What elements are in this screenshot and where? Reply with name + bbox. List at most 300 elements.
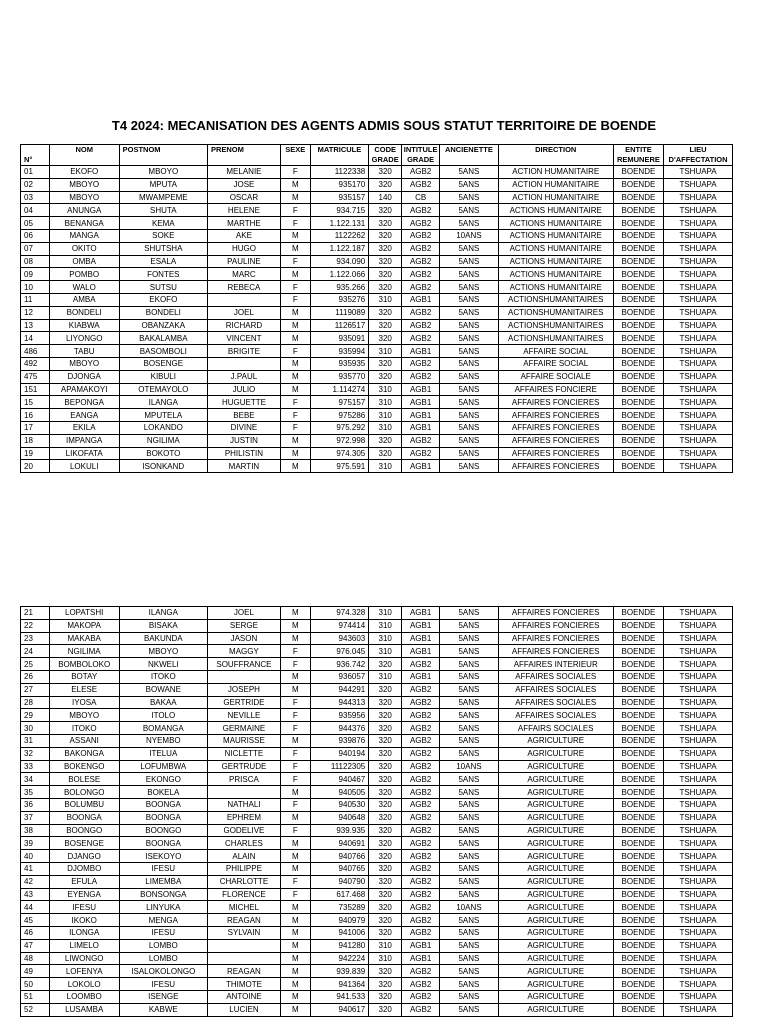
cell-anciennete: 5ANS — [440, 696, 499, 709]
cell-anciennete: 10ANS — [440, 901, 499, 914]
table-row — [21, 306, 733, 319]
cell-nom: APAMAKOYI — [49, 383, 119, 396]
cell-matricule: 935091 — [310, 332, 369, 345]
cell-intitule-grade: AGB2 — [402, 332, 440, 345]
cell-matricule: 935157 — [310, 191, 369, 204]
cell-nom: EKOFO — [49, 166, 119, 179]
document-title: T4 2024: MECANISATION DES AGENTS ADMIS SOUS STATUT TERRITOIRE DE BOENDE — [111, 118, 657, 133]
cell-anciennete: 5ANS — [440, 345, 499, 358]
cell-postnom: NGILIMA — [119, 434, 207, 447]
cell-anciennete: 5ANS — [440, 965, 499, 978]
cell-matricule: 934.090 — [310, 255, 369, 268]
cell-code-grade: 320 — [369, 862, 402, 875]
cell-direction: ACTIONSHUMANITAIRES — [498, 306, 613, 319]
cell-postnom: BOKOTO — [119, 447, 207, 460]
cell-entite: BOENDE — [613, 734, 663, 747]
cell-entite: BOENDE — [613, 939, 663, 952]
cell-nom: LIKOFATA — [49, 447, 119, 460]
cell-sexe: M — [280, 978, 310, 991]
table-row — [21, 632, 733, 645]
cell-num: 21 — [21, 607, 50, 620]
cell-code-grade: 310 — [369, 421, 402, 434]
cell-sexe: M — [280, 632, 310, 645]
agents-table-page-1 — [20, 144, 733, 473]
cell-anciennete: 5ANS — [440, 926, 499, 939]
cell-matricule: 735289 — [310, 901, 369, 914]
cell-sexe: F — [280, 255, 310, 268]
table-row — [21, 952, 733, 965]
cell-intitule-grade: AGB2 — [402, 811, 440, 824]
cell-prenom: BEBE — [207, 409, 280, 422]
cell-sexe: M — [280, 383, 310, 396]
cell-lieu: TSHUAPA — [664, 952, 733, 965]
table-row — [21, 990, 733, 1003]
cell-num: 42 — [21, 875, 50, 888]
cell-prenom: JOSE — [207, 178, 280, 191]
cell-anciennete: 5ANS — [440, 421, 499, 434]
cell-lieu: TSHUAPA — [664, 1003, 733, 1016]
cell-lieu: TSHUAPA — [664, 191, 733, 204]
cell-code-grade: 310 — [369, 460, 402, 473]
cell-lieu: TSHUAPA — [664, 217, 733, 230]
cell-direction: AFFAIRES SOCIALES — [498, 696, 613, 709]
cell-lieu: TSHUAPA — [664, 798, 733, 811]
cell-intitule-grade: AGB1 — [402, 421, 440, 434]
cell-lieu: TSHUAPA — [664, 268, 733, 281]
cell-matricule: 939876 — [310, 734, 369, 747]
cell-prenom: SYLVAIN — [207, 926, 280, 939]
cell-sexe: M — [280, 862, 310, 875]
cell-lieu: TSHUAPA — [664, 281, 733, 294]
cell-postnom: LOKANDO — [119, 421, 207, 434]
cell-intitule-grade: AGB2 — [402, 773, 440, 786]
table-row — [21, 229, 733, 242]
cell-num: 02 — [21, 178, 50, 191]
cell-prenom: ANTOINE — [207, 990, 280, 1003]
cell-direction: AFFAIRES FONCIERES — [498, 396, 613, 409]
cell-prenom: NEVILLE — [207, 709, 280, 722]
cell-direction: AGRICULTURE — [498, 811, 613, 824]
cell-intitule-grade: AGB2 — [402, 319, 440, 332]
cell-prenom: MELANIE — [207, 166, 280, 179]
cell-code-grade: 310 — [369, 670, 402, 683]
cell-matricule: 940766 — [310, 850, 369, 863]
cell-anciennete: 5ANS — [440, 722, 499, 735]
cell-prenom: JOSEPH — [207, 683, 280, 696]
cell-prenom: GERMAINE — [207, 722, 280, 735]
cell-direction: AGRICULTURE — [498, 786, 613, 799]
cell-sexe: M — [280, 332, 310, 345]
cell-num: 01 — [21, 166, 50, 179]
cell-sexe: M — [280, 939, 310, 952]
cell-entite: BOENDE — [613, 798, 663, 811]
cell-prenom: NATHALI — [207, 798, 280, 811]
cell-nom: MBOYO — [49, 178, 119, 191]
cell-entite: BOENDE — [613, 421, 663, 434]
cell-intitule-grade: AGB2 — [402, 306, 440, 319]
cell-matricule: 940194 — [310, 747, 369, 760]
cell-intitule-grade: AGB1 — [402, 952, 440, 965]
cell-sexe: F — [280, 798, 310, 811]
cell-prenom — [207, 670, 280, 683]
cell-entite: BOENDE — [613, 255, 663, 268]
cell-lieu: TSHUAPA — [664, 242, 733, 255]
header-postnom: POSTNOM — [119, 145, 207, 166]
cell-postnom: ILANGA — [119, 396, 207, 409]
cell-postnom: BOMANGA — [119, 722, 207, 735]
cell-sexe: F — [280, 421, 310, 434]
cell-num: 03 — [21, 191, 50, 204]
cell-postnom: ISALOKOLONGO — [119, 965, 207, 978]
cell-anciennete: 5ANS — [440, 709, 499, 722]
cell-nom: EKILA — [49, 421, 119, 434]
cell-direction: AGRICULTURE — [498, 990, 613, 1003]
cell-anciennete: 5ANS — [440, 888, 499, 901]
cell-intitule-grade: AGB2 — [402, 837, 440, 850]
cell-nom: MANGA — [49, 229, 119, 242]
cell-anciennete: 5ANS — [440, 607, 499, 620]
cell-intitule-grade: AGB2 — [402, 709, 440, 722]
cell-intitule-grade: AGB2 — [402, 357, 440, 370]
cell-matricule: 939.935 — [310, 824, 369, 837]
cell-lieu: TSHUAPA — [664, 178, 733, 191]
cell-direction: AFFAIRES FONCIERES — [498, 632, 613, 645]
cell-anciennete: 5ANS — [440, 332, 499, 345]
cell-entite: BOENDE — [613, 683, 663, 696]
cell-lieu: TSHUAPA — [664, 229, 733, 242]
cell-prenom: NICLETTE — [207, 747, 280, 760]
cell-direction: AFFAIRES FONCIERES — [498, 421, 613, 434]
cell-matricule: 941364 — [310, 978, 369, 991]
cell-postnom: LOMBO — [119, 952, 207, 965]
cell-intitule-grade: AGB2 — [402, 166, 440, 179]
cell-postnom: MBOYO — [119, 645, 207, 658]
cell-entite: BOENDE — [613, 409, 663, 422]
cell-prenom: REAGAN — [207, 914, 280, 927]
cell-direction: AFFAIRES FONCIERES — [498, 619, 613, 632]
cell-postnom: NYEMBO — [119, 734, 207, 747]
cell-sexe: M — [280, 850, 310, 863]
cell-direction: AGRICULTURE — [498, 798, 613, 811]
cell-postnom: BOKELA — [119, 786, 207, 799]
cell-code-grade: 320 — [369, 217, 402, 230]
cell-code-grade: 310 — [369, 939, 402, 952]
cell-code-grade: 310 — [369, 952, 402, 965]
cell-num: 30 — [21, 722, 50, 735]
cell-entite: BOENDE — [613, 1003, 663, 1016]
cell-code-grade: 320 — [369, 242, 402, 255]
cell-lieu: TSHUAPA — [664, 990, 733, 1003]
cell-matricule: 941006 — [310, 926, 369, 939]
cell-sexe: M — [280, 434, 310, 447]
cell-num: 31 — [21, 734, 50, 747]
cell-num: 26 — [21, 670, 50, 683]
cell-prenom — [207, 952, 280, 965]
header-nom: NOM — [49, 145, 119, 166]
cell-matricule: 976.045 — [310, 645, 369, 658]
cell-num: 37 — [21, 811, 50, 824]
cell-lieu: TSHUAPA — [664, 460, 733, 473]
cell-nom: MAKOPA — [49, 619, 119, 632]
cell-direction: AFFAIRES SOCIALES — [498, 683, 613, 696]
cell-entite: BOENDE — [613, 242, 663, 255]
cell-nom: BOSENGE — [49, 837, 119, 850]
cell-entite: BOENDE — [613, 990, 663, 1003]
cell-entite: BOENDE — [613, 901, 663, 914]
cell-sexe: F — [280, 204, 310, 217]
cell-num: 16 — [21, 409, 50, 422]
cell-entite: BOENDE — [613, 396, 663, 409]
cell-anciennete: 5ANS — [440, 217, 499, 230]
cell-matricule: 935170 — [310, 178, 369, 191]
cell-entite: BOENDE — [613, 850, 663, 863]
cell-lieu: TSHUAPA — [664, 811, 733, 824]
cell-intitule-grade: AGB2 — [402, 1003, 440, 1016]
cell-entite: BOENDE — [613, 370, 663, 383]
cell-matricule: 975.591 — [310, 460, 369, 473]
cell-prenom: REAGAN — [207, 965, 280, 978]
cell-anciennete: 5ANS — [440, 255, 499, 268]
cell-code-grade: 320 — [369, 760, 402, 773]
table-row — [21, 242, 733, 255]
cell-sexe: M — [280, 901, 310, 914]
header-direction: DIRECTION — [498, 145, 613, 166]
cell-intitule-grade: AGB2 — [402, 229, 440, 242]
cell-intitule-grade: AGB1 — [402, 632, 440, 645]
cell-lieu: TSHUAPA — [664, 862, 733, 875]
cell-anciennete: 5ANS — [440, 178, 499, 191]
cell-code-grade: 320 — [369, 798, 402, 811]
cell-matricule: 1.122.066 — [310, 268, 369, 281]
table-row — [21, 901, 733, 914]
cell-intitule-grade: AGB2 — [402, 370, 440, 383]
cell-matricule: 943603 — [310, 632, 369, 645]
cell-anciennete: 5ANS — [440, 786, 499, 799]
cell-intitule-grade: AGB2 — [402, 722, 440, 735]
cell-lieu: TSHUAPA — [664, 293, 733, 306]
cell-intitule-grade: AGB2 — [402, 888, 440, 901]
cell-lieu: TSHUAPA — [664, 255, 733, 268]
cell-entite: BOENDE — [613, 619, 663, 632]
table-row — [21, 645, 733, 658]
table-row — [21, 345, 733, 358]
table-row — [21, 658, 733, 671]
cell-nom: MBOYO — [49, 191, 119, 204]
cell-num: 51 — [21, 990, 50, 1003]
cell-intitule-grade: AGB1 — [402, 396, 440, 409]
cell-num: 13 — [21, 319, 50, 332]
cell-intitule-grade: AGB2 — [402, 447, 440, 460]
cell-postnom: MENGA — [119, 914, 207, 927]
cell-prenom: JOEL — [207, 306, 280, 319]
cell-postnom: IFESU — [119, 926, 207, 939]
cell-anciennete: 5ANS — [440, 357, 499, 370]
cell-sexe: F — [280, 709, 310, 722]
cell-entite: BOENDE — [613, 747, 663, 760]
table-row — [21, 460, 733, 473]
cell-matricule: 974414 — [310, 619, 369, 632]
cell-lieu: TSHUAPA — [664, 619, 733, 632]
table-row — [21, 939, 733, 952]
cell-lieu: TSHUAPA — [664, 683, 733, 696]
cell-matricule: 942224 — [310, 952, 369, 965]
cell-entite: BOENDE — [613, 217, 663, 230]
cell-num: 15 — [21, 396, 50, 409]
cell-sexe: M — [280, 319, 310, 332]
cell-prenom: AKE — [207, 229, 280, 242]
table-row — [21, 734, 733, 747]
cell-sexe: M — [280, 965, 310, 978]
cell-prenom: J.PAUL — [207, 370, 280, 383]
cell-anciennete: 5ANS — [440, 978, 499, 991]
cell-prenom: PHILIPPE — [207, 862, 280, 875]
cell-entite: BOENDE — [613, 607, 663, 620]
cell-nom: BEPONGA — [49, 396, 119, 409]
cell-lieu: TSHUAPA — [664, 632, 733, 645]
cell-code-grade: 320 — [369, 709, 402, 722]
cell-sexe: M — [280, 370, 310, 383]
cell-matricule: 936057 — [310, 670, 369, 683]
cell-direction: AGRICULTURE — [498, 734, 613, 747]
cell-nom: ELESE — [49, 683, 119, 696]
cell-lieu: TSHUAPA — [664, 383, 733, 396]
cell-nom: ANUNGA — [49, 204, 119, 217]
cell-prenom: MICHEL — [207, 901, 280, 914]
cell-prenom: MARC — [207, 268, 280, 281]
cell-entite: BOENDE — [613, 696, 663, 709]
cell-prenom: EPHREM — [207, 811, 280, 824]
cell-matricule: 940979 — [310, 914, 369, 927]
cell-postnom: BONDELI — [119, 306, 207, 319]
cell-postnom: SUTSU — [119, 281, 207, 294]
cell-nom: IKOKO — [49, 914, 119, 927]
cell-postnom: BOONGA — [119, 798, 207, 811]
table-row — [21, 166, 733, 179]
cell-prenom: REBECA — [207, 281, 280, 294]
cell-prenom: HUGUETTE — [207, 396, 280, 409]
cell-lieu: TSHUAPA — [664, 345, 733, 358]
cell-sexe: M — [280, 460, 310, 473]
cell-code-grade: 310 — [369, 645, 402, 658]
cell-anciennete: 5ANS — [440, 619, 499, 632]
cell-code-grade: 320 — [369, 306, 402, 319]
cell-entite: BOENDE — [613, 824, 663, 837]
cell-anciennete: 5ANS — [440, 658, 499, 671]
cell-lieu: TSHUAPA — [664, 607, 733, 620]
cell-prenom: CHARLES — [207, 837, 280, 850]
cell-postnom: BONSONGA — [119, 888, 207, 901]
cell-sexe: F — [280, 658, 310, 671]
header-code-grade: CODE GRADE — [369, 145, 402, 166]
table-row — [21, 965, 733, 978]
cell-matricule: 934.715 — [310, 204, 369, 217]
cell-anciennete: 5ANS — [440, 242, 499, 255]
table-row — [21, 683, 733, 696]
cell-entite: BOENDE — [613, 978, 663, 991]
table-row — [21, 281, 733, 294]
cell-nom: LIYONGO — [49, 332, 119, 345]
cell-code-grade: 310 — [369, 619, 402, 632]
cell-matricule: 944291 — [310, 683, 369, 696]
cell-code-grade: 320 — [369, 965, 402, 978]
cell-num: 52 — [21, 1003, 50, 1016]
cell-lieu: TSHUAPA — [664, 645, 733, 658]
cell-anciennete: 5ANS — [440, 798, 499, 811]
table-row — [21, 798, 733, 811]
cell-lieu: TSHUAPA — [664, 926, 733, 939]
cell-anciennete: 5ANS — [440, 281, 499, 294]
cell-intitule-grade: AGB2 — [402, 217, 440, 230]
cell-matricule: 617.468 — [310, 888, 369, 901]
cell-entite: BOENDE — [613, 811, 663, 824]
cell-anciennete: 5ANS — [440, 166, 499, 179]
cell-intitule-grade: AGB1 — [402, 293, 440, 306]
cell-anciennete: 5ANS — [440, 990, 499, 1003]
cell-num: 40 — [21, 850, 50, 863]
cell-anciennete: 5ANS — [440, 370, 499, 383]
cell-code-grade: 310 — [369, 607, 402, 620]
cell-matricule: 1119089 — [310, 306, 369, 319]
cell-sexe: F — [280, 747, 310, 760]
cell-entite: BOENDE — [613, 645, 663, 658]
cell-code-grade: 320 — [369, 978, 402, 991]
cell-intitule-grade: AGB1 — [402, 607, 440, 620]
cell-lieu: TSHUAPA — [664, 734, 733, 747]
cell-matricule: 935770 — [310, 370, 369, 383]
table-row — [21, 696, 733, 709]
cell-matricule: 972.998 — [310, 434, 369, 447]
table-row — [21, 1003, 733, 1016]
cell-code-grade: 320 — [369, 990, 402, 1003]
cell-anciennete: 5ANS — [440, 734, 499, 747]
cell-num: 10 — [21, 281, 50, 294]
cell-code-grade: 320 — [369, 255, 402, 268]
cell-code-grade: 320 — [369, 811, 402, 824]
cell-direction: AGRICULTURE — [498, 965, 613, 978]
header-prenom: PRENOM — [207, 145, 280, 166]
cell-num: 06 — [21, 229, 50, 242]
cell-sexe: M — [280, 670, 310, 683]
cell-sexe: F — [280, 773, 310, 786]
cell-code-grade: 320 — [369, 837, 402, 850]
cell-anciennete: 5ANS — [440, 293, 499, 306]
cell-num: 20 — [21, 460, 50, 473]
cell-sexe: M — [280, 268, 310, 281]
cell-anciennete: 5ANS — [440, 191, 499, 204]
cell-nom: POMBO — [49, 268, 119, 281]
cell-entite: BOENDE — [613, 293, 663, 306]
cell-postnom: MPUTELA — [119, 409, 207, 422]
cell-sexe: F — [280, 217, 310, 230]
header-num: N° — [21, 145, 50, 166]
cell-entite: BOENDE — [613, 786, 663, 799]
cell-prenom: DIVINE — [207, 421, 280, 434]
cell-anciennete: 5ANS — [440, 747, 499, 760]
cell-postnom: BOONGA — [119, 811, 207, 824]
cell-matricule: 1126517 — [310, 319, 369, 332]
cell-prenom — [207, 293, 280, 306]
table-row — [21, 409, 733, 422]
cell-nom: ITOKO — [49, 722, 119, 735]
table-row — [21, 747, 733, 760]
cell-direction: ACTION HUMANITAIRE — [498, 166, 613, 179]
table-row — [21, 383, 733, 396]
cell-postnom: BOWANE — [119, 683, 207, 696]
cell-anciennete: 5ANS — [440, 306, 499, 319]
cell-nom: OKITO — [49, 242, 119, 255]
cell-code-grade: 320 — [369, 696, 402, 709]
cell-anciennete: 5ANS — [440, 460, 499, 473]
